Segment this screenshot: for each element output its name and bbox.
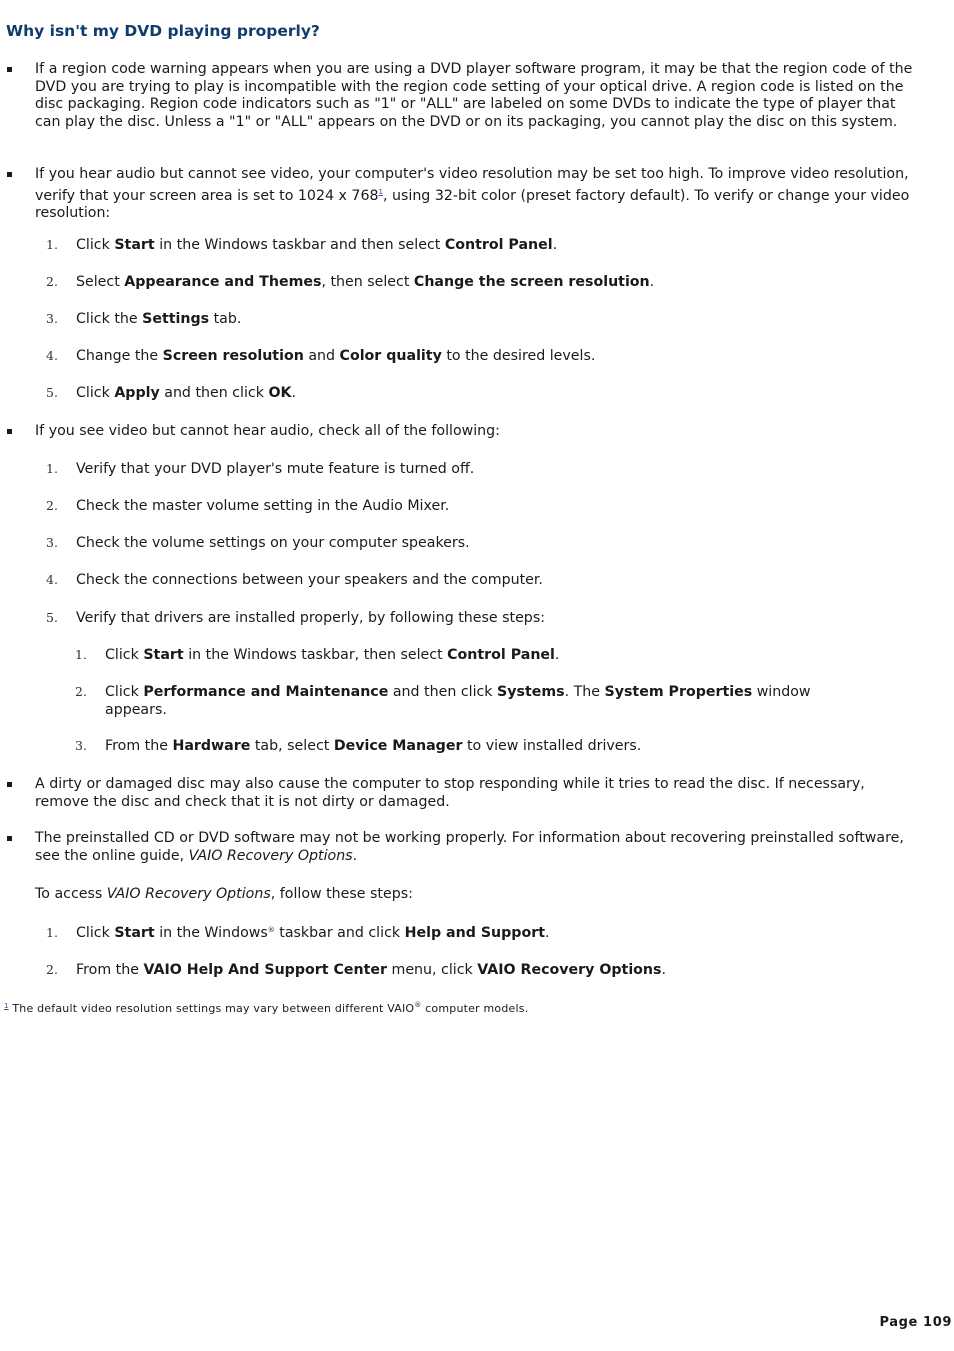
recovery-step-2: From the VAIO Help And Support Center menu, click VAIO Recovery Options. <box>76 962 666 978</box>
footnote: $^1$ The default video resolution settings may vary between different VAIO® computer models. <box>4 1001 529 1015</box>
dirty-disc-paragraph: A dirty or damaged disc may also cause the computer to stop responding while it tries to read the disc. If necessary, remove the disc and check that it is not dirty or damaged. <box>35 776 865 810</box>
driver-substep-1: Click Start in the Windows taskbar, then select Control Panel. <box>105 647 560 663</box>
step-number: 4. <box>46 348 58 363</box>
page-number: Page 109 <box>879 1315 952 1330</box>
audio-step-1: Verify that your DVD player's mute feature is turned off. <box>76 461 475 477</box>
step-number: 5. <box>46 610 58 625</box>
step-number: 2. <box>46 274 58 289</box>
recovery-step-1: Click Start in the Windows® taskbar and click Help and Support. <box>76 925 550 941</box>
substep-number: 2. <box>75 684 87 699</box>
audio-step-5: Verify that drivers are installed properly, by following these steps: <box>76 610 545 626</box>
substep-number: 1. <box>75 647 87 662</box>
step-number: 3. <box>46 535 58 550</box>
video-resolution-text-b: , using 32-bit color (preset factory default). To verify or change your video resolution: <box>35 187 910 221</box>
video-resolution-text-a: If you hear audio but cannot see video, your computer's video resolution may be set too high. To improve video resolution, verify that your screen area is set to 1024 x 768 <box>35 166 909 204</box>
driver-substep-3: From the Hardware tab, select Device Manager to view installed drivers. <box>105 738 642 754</box>
footnote-link[interactable]: 1 <box>378 187 383 196</box>
audio-step-4: Check the connections between your speakers and the computer. <box>76 572 543 588</box>
bullet-marker <box>7 67 12 72</box>
driver-substep-2-continued: appears. <box>105 702 167 718</box>
bullet-marker <box>7 782 12 787</box>
step-number: 3. <box>46 311 58 326</box>
step-number: 2. <box>46 962 58 977</box>
resolution-step-4: Change the Screen resolution and Color quality to the desired levels. <box>76 348 596 364</box>
recovery-guide-title: VAIO Recovery Options <box>188 847 353 864</box>
preinstalled-software-paragraph: The preinstalled CD or DVD software may not be working properly. For information about recovering preinstalled software, see the online guide, VAIO Recovery Options. <box>35 830 904 864</box>
step-number: 1. <box>46 461 58 476</box>
substep-number: 3. <box>75 738 87 753</box>
footnote-anchor[interactable]: 1 <box>4 1002 9 1010</box>
page-title: Why isn't my DVD playing properly? <box>6 22 320 40</box>
step-number: 4. <box>46 572 58 587</box>
audio-step-2: Check the master volume setting in the Audio Mixer. <box>76 498 450 514</box>
driver-substep-2: Click Performance and Maintenance and then click Systems. The System Properties window <box>105 684 811 700</box>
bullet-marker <box>7 429 12 434</box>
resolution-step-3: Click the Settings tab. <box>76 311 242 327</box>
step-number: 1. <box>46 925 58 940</box>
no-audio-paragraph: If you see video but cannot hear audio, check all of the following: <box>35 423 500 439</box>
video-resolution-paragraph <box>35 166 917 223</box>
step-number: 2. <box>46 498 58 513</box>
resolution-step-2: Select Appearance and Themes, then select Change the screen resolution. <box>76 274 655 290</box>
audio-step-3: Check the volume settings on your computer speakers. <box>76 535 470 551</box>
resolution-step-5: Click Apply and then click OK. <box>76 385 297 401</box>
resolution-step-1: Click Start in the Windows taskbar and then select Control Panel. <box>76 237 558 253</box>
step-number: 1. <box>46 237 58 252</box>
access-recovery-text: To access VAIO Recovery Options, follow these steps: <box>35 886 413 902</box>
bullet-marker <box>7 172 12 177</box>
step-number: 5. <box>46 385 58 400</box>
bullet-marker <box>7 836 12 841</box>
region-code-paragraph: If a region code warning appears when you are using a DVD player software program, it may be that the region code of the DVD you are trying to play is incompatible with the region code setting of your optical drive. A region code is listed on the disc packaging. Region code indicators such as "1" or "ALL" are labeled on some DVDs to indicate the type of player that can play the disc. Unless a "1" or "ALL" appears on the DVD or on its packaging, you cannot play the disc on this system. <box>35 61 913 130</box>
